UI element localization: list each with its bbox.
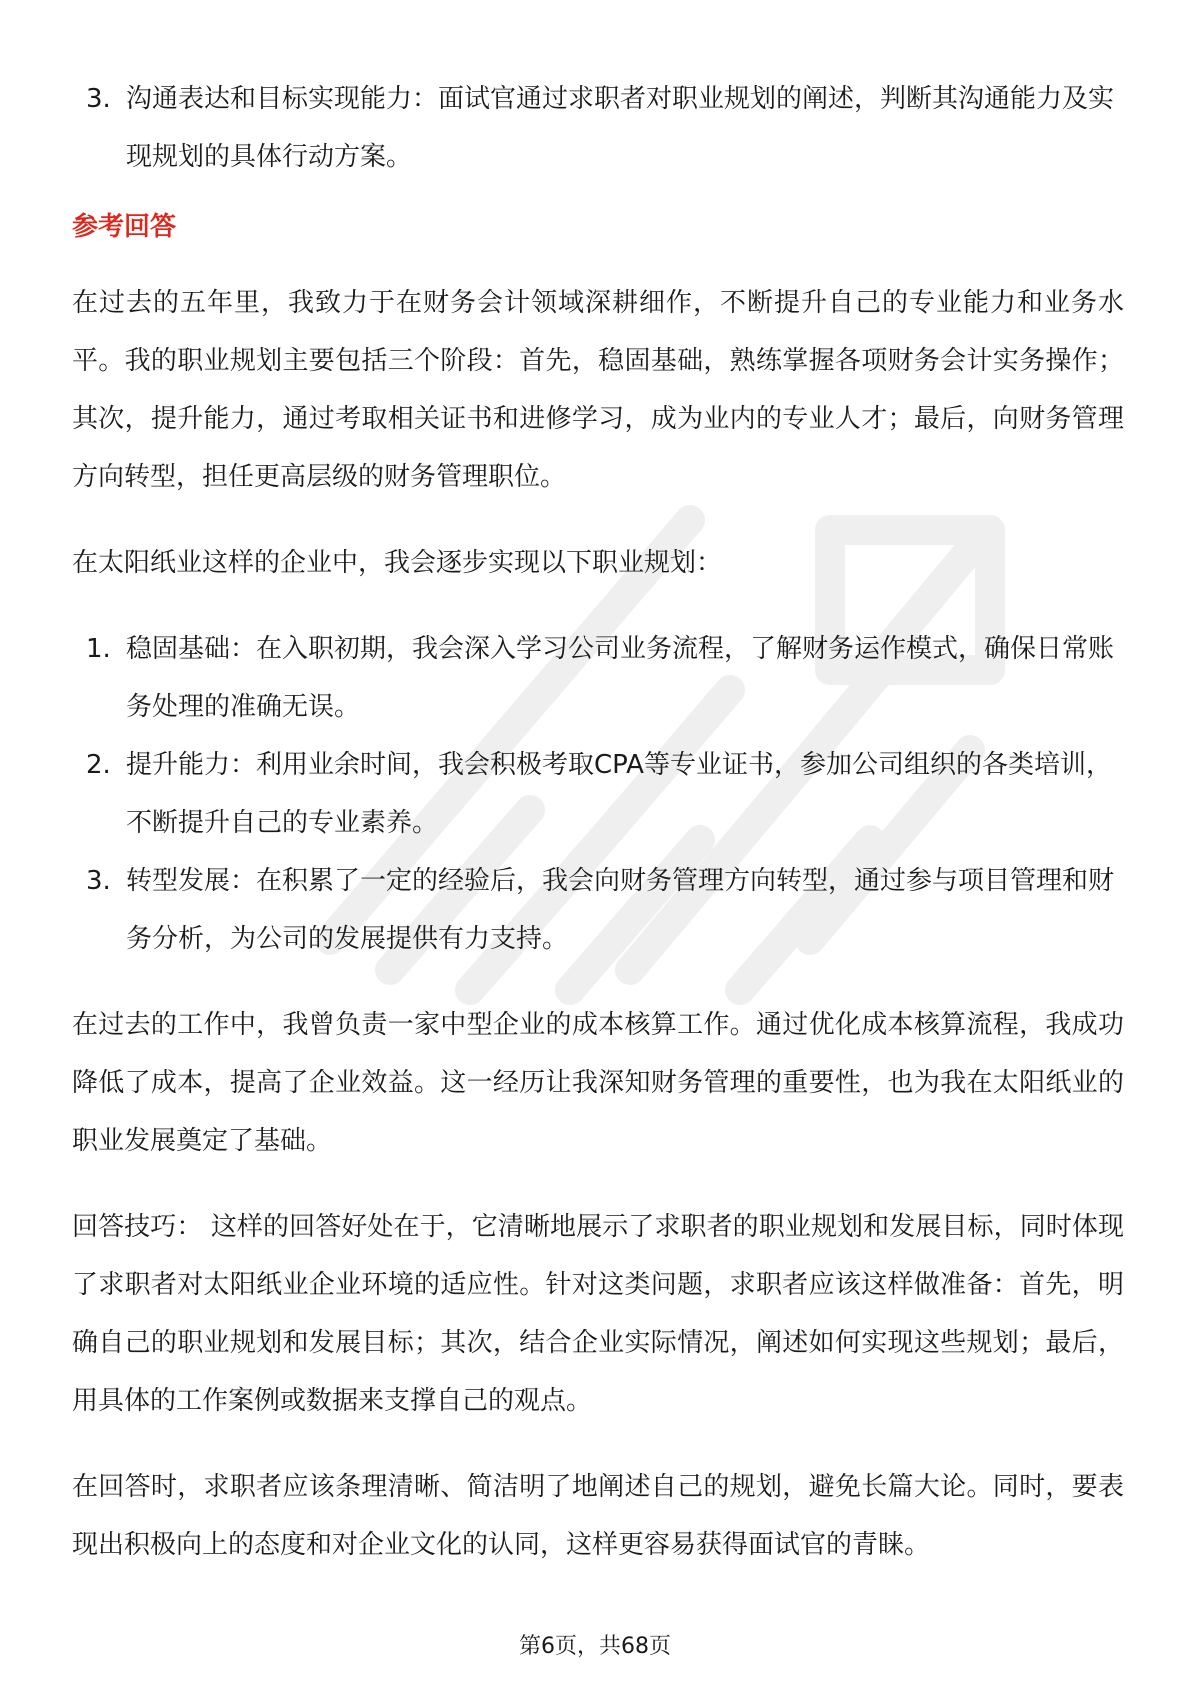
list-item-number: 3.: [86, 866, 111, 896]
list-item-number: 3.: [86, 84, 111, 114]
list-item: [72, 620, 1124, 736]
answer-paragraph-experience: 在过去的工作中，我曾负责一家中型企业的成本核算工作。通过优化成本核算流程，我成功降低了成本，提高了企业效益。这一经历让我深知财务管理的重要性，也为我在太阳纸业的职业发展奠定了基础。: [72, 1010, 1124, 1156]
section-heading: 参考回答: [72, 212, 177, 242]
answer-paragraph-tips: 回答技巧： 这样的回答好处在于，它清晰地展示了求职者的职业规划和发展目标，同时体现了求职者对太阳纸业企业环境的适应性。针对这类问题，求职者应该这样做准备：首先，明确自己的职业规划和发展目标；其次，结合企业实际情况，阐述如何实现这些规划；最后，用具体的工作案例或数据来支撑自己的观点。: [72, 1212, 1124, 1416]
page-number-footer: 第6页，共68页: [519, 1634, 671, 1659]
plan-list: [72, 620, 1124, 968]
list-item-text: 沟通表达和目标实现能力：面试官通过求职者对职业规划的阐述，判断其沟通能力及实现规划的具体行动方案。: [126, 84, 1115, 172]
list-item-text: 提升能力：利用业余时间，我会积极考取CPA等专业证书，参加公司组织的各类培训，不断提升自己的专业素养。: [126, 750, 1112, 838]
list-item-text: 转型发展：在积累了一定的经验后，我会向财务管理方向转型，通过参与项目管理和财务分析，为公司的发展提供有力支持。: [126, 866, 1115, 954]
list-item: [72, 70, 1124, 186]
answer-paragraph-intro: 在过去的五年里，我致力于在财务会计领域深耕细作，不断提升自己的专业能力和业务水平。我的职业规划主要包括三个阶段：首先，稳固基础，熟练掌握各项财务会计实务操作；其次，提升能力，通过考取相关证书和进修学习，成为业内的专业人才；最后，向财务管理方向转型，担任更高层级的财务管理职位。: [72, 288, 1124, 492]
list-item-number: 2.: [86, 750, 111, 780]
criteria-list: [72, 70, 1124, 186]
document-page: [72, 70, 1124, 1574]
list-item-number: 1.: [86, 634, 111, 664]
list-item-text: 稳固基础：在入职初期，我会深入学习公司业务流程，了解财务运作模式，确保日常账务处理的准确无误。: [126, 634, 1115, 722]
list-item: [72, 736, 1124, 852]
answer-paragraph-advice: 在回答时，求职者应该条理清晰、简洁明了地阐述自己的规划，避免长篇大论。同时，要表现出积极向上的态度和对企业文化的认同，这样更容易获得面试官的青睐。: [72, 1472, 1124, 1560]
list-item: [72, 852, 1124, 968]
answer-paragraph-plan-lead: 在太阳纸业这样的企业中，我会逐步实现以下职业规划：: [72, 548, 723, 578]
